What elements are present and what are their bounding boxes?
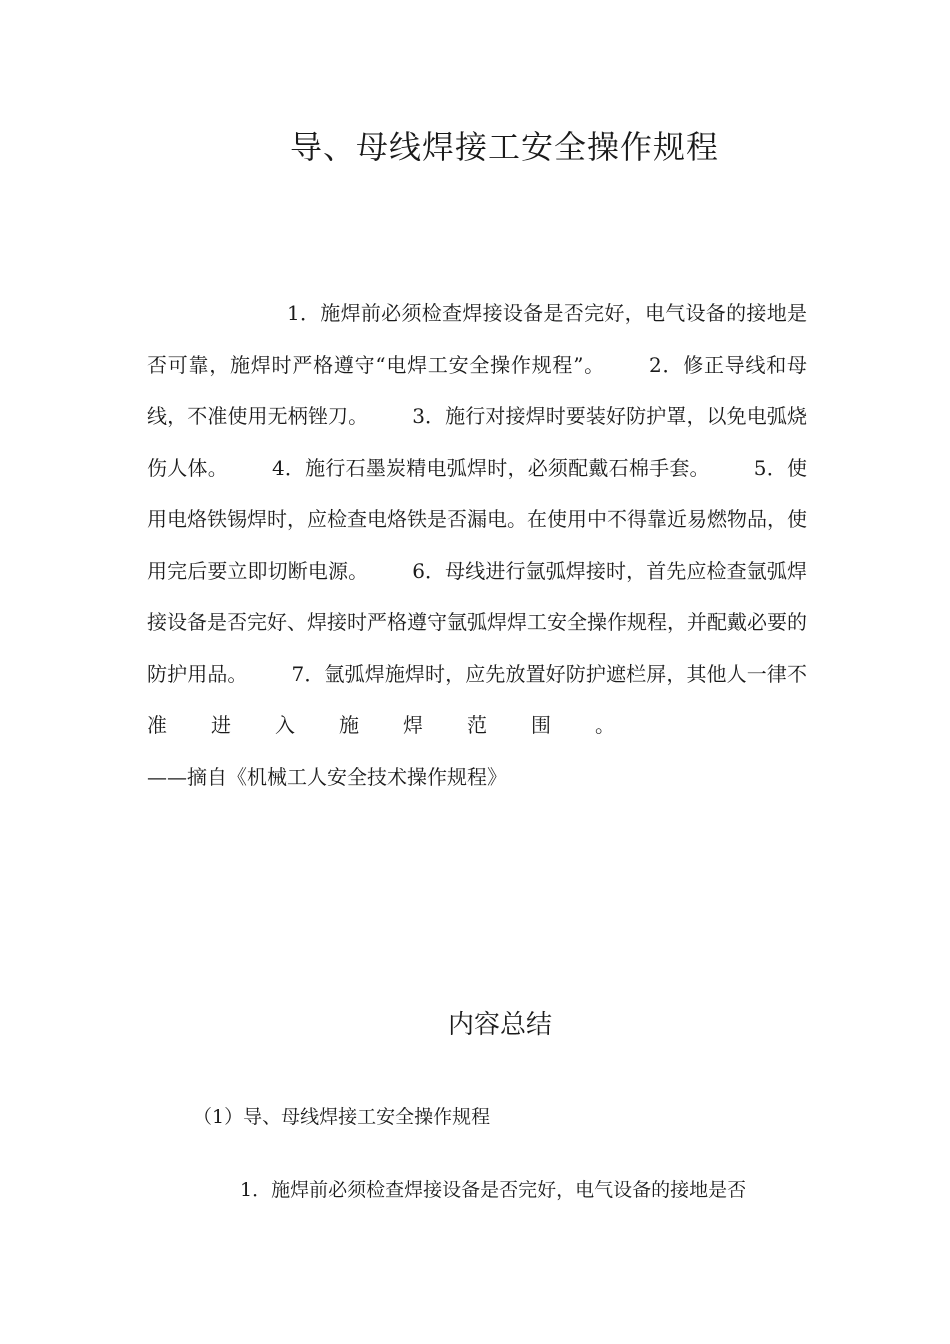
summary-heading: 内容总结 [448, 1010, 553, 1040]
summary-first-item: 1．施焊前必须检查焊接设备是否完好，电气设备的接地是否 [240, 1179, 747, 1201]
rule-item-1: 1．施焊前必须检查焊接设备是否完好，电气设备的接地是否可靠，施焊时严格遵守“电焊工安全操作规程”。 [147, 301, 807, 377]
summary-subtitle: （1）导、母线焊接工安全操作规程 [193, 1106, 491, 1128]
source-citation: ——摘自《机械工人安全技术操作规程》 [147, 764, 507, 789]
rule-item-7: 7．氩弧焊施焊时，应先放置好防护遮栏屏，其他人一律不准进入施焊范围。 [147, 661, 807, 737]
rule-item-6: 6．母线进行氩弧焊接时，首先应检查氩弧焊接设备是否完好、焊接时严格遵守氩弧焊焊工安全操作规程，并配戴必要的防护用品。 [147, 558, 807, 686]
document-title: 导、母线焊接工安全操作规程 [290, 128, 720, 166]
rule-item-5: 5．使用电烙铁锡焊时，应检查电烙铁是否漏电。在使用中不得靠近易燃物品，使用完后要立即切断电源。 [147, 455, 807, 583]
rule-item-4: 4．施行石墨炭精电弧焊时，必须配戴石棉手套。 [271, 455, 710, 480]
rule-item-3: 3．施行对接焊时要装好防护罩，以免电弧烧伤人体。 [147, 404, 807, 480]
rule-item-2: 2．修正导线和母线，不准使用无柄锉刀。 [147, 352, 808, 428]
document-body [147, 288, 807, 803]
